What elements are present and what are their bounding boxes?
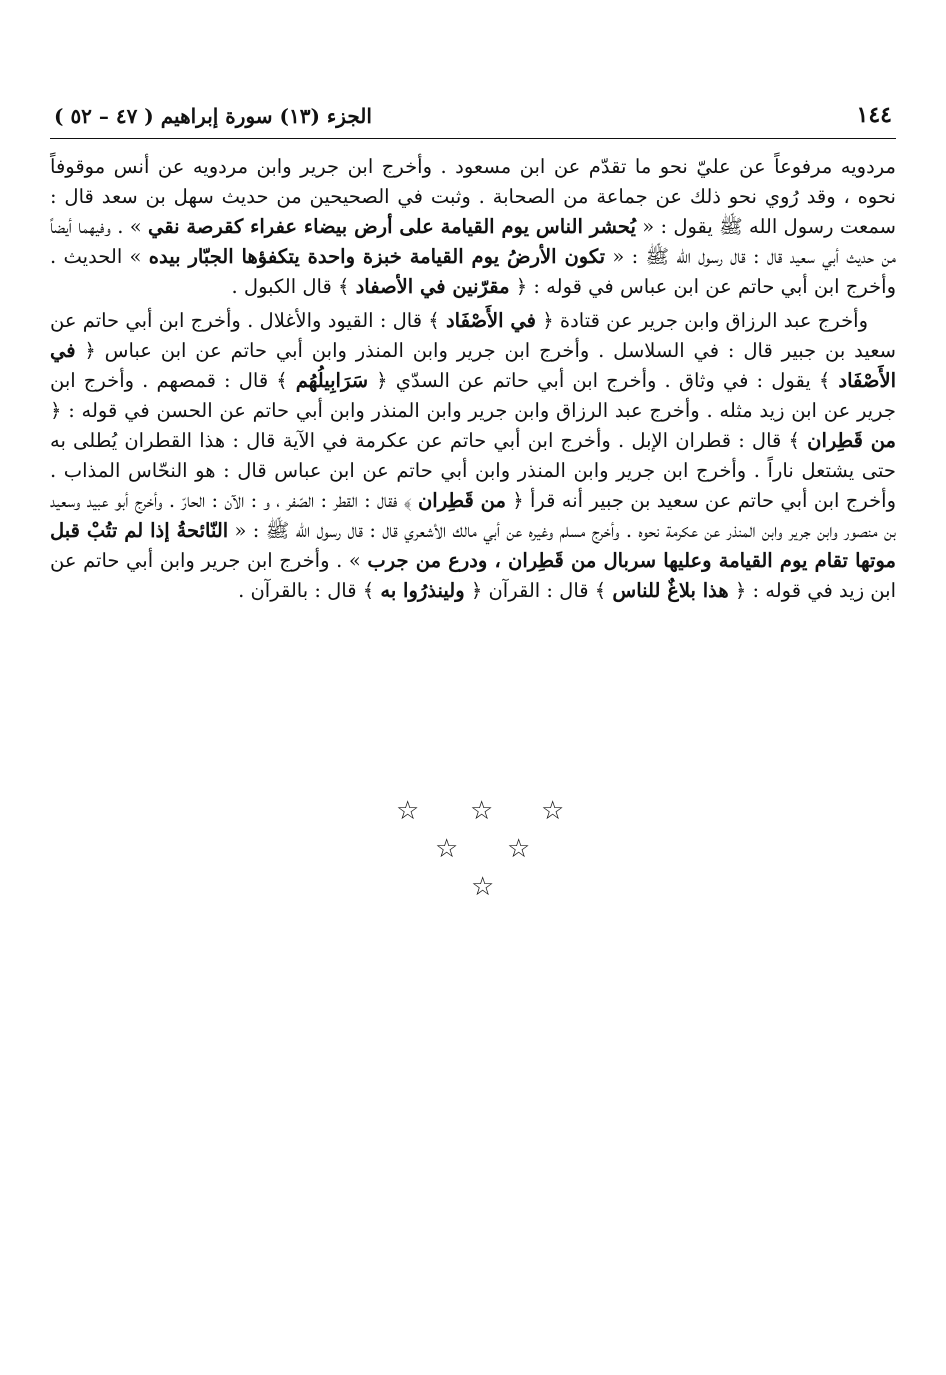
section-end-ornament: [0, 790, 946, 920]
header-rule: [50, 138, 896, 139]
paragraph-1: [50, 152, 896, 302]
star-icon: ☆: [507, 834, 531, 864]
star-icon: ☆: [435, 834, 459, 864]
text-run: ﴾ قال الكبول .: [231, 275, 356, 298]
page-number: ١٤٤: [856, 102, 892, 128]
quoted-text: تكون الأرضُ يوم القيامة خبزة واحدة يتكفؤها الجبّار بيده: [148, 245, 606, 268]
page-header: [54, 100, 892, 136]
text-run: » . وأخرج ابن جرير وابن أبي حاتم عن ابن زيد في قوله : ﴿: [50, 549, 896, 602]
quoted-text: ولينذرُوا به: [380, 579, 465, 602]
quoted-text: يُحشر الناس يوم القيامة على أرض بيضاء عفراء كقرصة نقي: [147, 215, 636, 238]
text-run: ﴾ قال : القيود والأغلال . وأخرج ابن أبي حاتم عن سعيد بن جبير قال : في السلاسل . وأخرج ابن جرير وابن المنذر وابن أبي حاتم عن ابن عباس ﴿: [50, 309, 896, 362]
star-icon: ☆: [396, 796, 420, 826]
quoted-text: مقرّنين في الأصفاد: [355, 275, 510, 298]
text-run: مردويه مرفوعاً عن عليّ نحو ما تقدّم عن ابن مسعود . وأخرج ابن جرير وابن مردويه عن أنس موقوفاً نحوه ، وقد رُوي نحو ذلك عن جماعة من الصحابة . وثبت في الصحيحين من حديث سهل بن سعد قال : سمعت رسول الله ﷺ يقول : «: [50, 155, 896, 238]
star-icon: ☆: [471, 872, 495, 902]
quoted-text: من قَطِران: [807, 429, 896, 452]
star-icon: ☆: [470, 796, 494, 826]
quoted-text: هذا بلاغٌ للناس: [612, 579, 729, 602]
text-run: » الحديث . وأخرج ابن أبي حاتم عن ابن عباس في قوله : ﴿: [50, 245, 896, 298]
running-title: الجزء (١٣) سورة إبراهيم ( ٤٧ – ٥٢ ): [54, 104, 372, 128]
quoted-text: النّائحةُ إذا لم تتُبْ قبل موتها تقام يوم القيامة وعليها سربال من قَطِران ، ودرع من جرب: [50, 519, 896, 572]
quoted-text: من قَطِران: [417, 489, 506, 512]
quoted-text: في الأَصْفَاد: [50, 339, 896, 392]
text-run: ﴾ قال : قطران الإبل . وأخرج ابن أبي حاتم عن عكرمة في الآية قال : هذا القطران يُطلى به حتى يشتعل ناراً . وأخرج ابن جرير وابن المنذر وابن أبي حاتم عن ابن عباس قال : هو النحّاس المذاب . وأخرج ابن أبي حاتم عن سعيد بن جبير أنه قرأ ﴿: [50, 429, 896, 512]
text-run: » . وفيهما أيضاً من حديث أبي سعيد قال : قال رسول الله ﷺ : «: [50, 215, 896, 268]
text-run: ﴾ يقول : في وثاق . وأخرج ابن أبي حاتم عن السدّي ﴿: [368, 369, 839, 392]
star-icon: ☆: [541, 796, 565, 826]
text-run: وأخرج عبد الرزاق وابن جرير عن قتادة ﴿: [535, 309, 868, 332]
text-run: ﴾ فقال : القطر : الصّفر ، و : الآن : الحارّ . وأخرج أبو عبيد وسعيد بن منصور وابن جرير وابن المنذر عن عكرمة نحوه . وأخرج مسلم وغيره عن أبي مالك الأشعري قال : قال رسول الله ﷺ : «: [50, 489, 896, 542]
paragraph-2: [50, 306, 896, 606]
body-text: [50, 152, 896, 606]
quoted-text: في الأَصْفَاد: [445, 309, 536, 332]
quoted-text: سَرَابِيلُهُم: [295, 369, 369, 392]
text-run: ﴾ قال : القرآن ﴿: [464, 579, 613, 602]
text-run: ﴾ قال : بالقرآن .: [238, 579, 381, 602]
text-run: ﴾ قال : قمصهم . وأخرج ابن جرير عن ابن زيد مثله . وأخرج عبد الرزاق وابن جرير وابن المنذر وابن أبي حاتم عن الحسن في قوله : ﴿: [50, 369, 896, 422]
